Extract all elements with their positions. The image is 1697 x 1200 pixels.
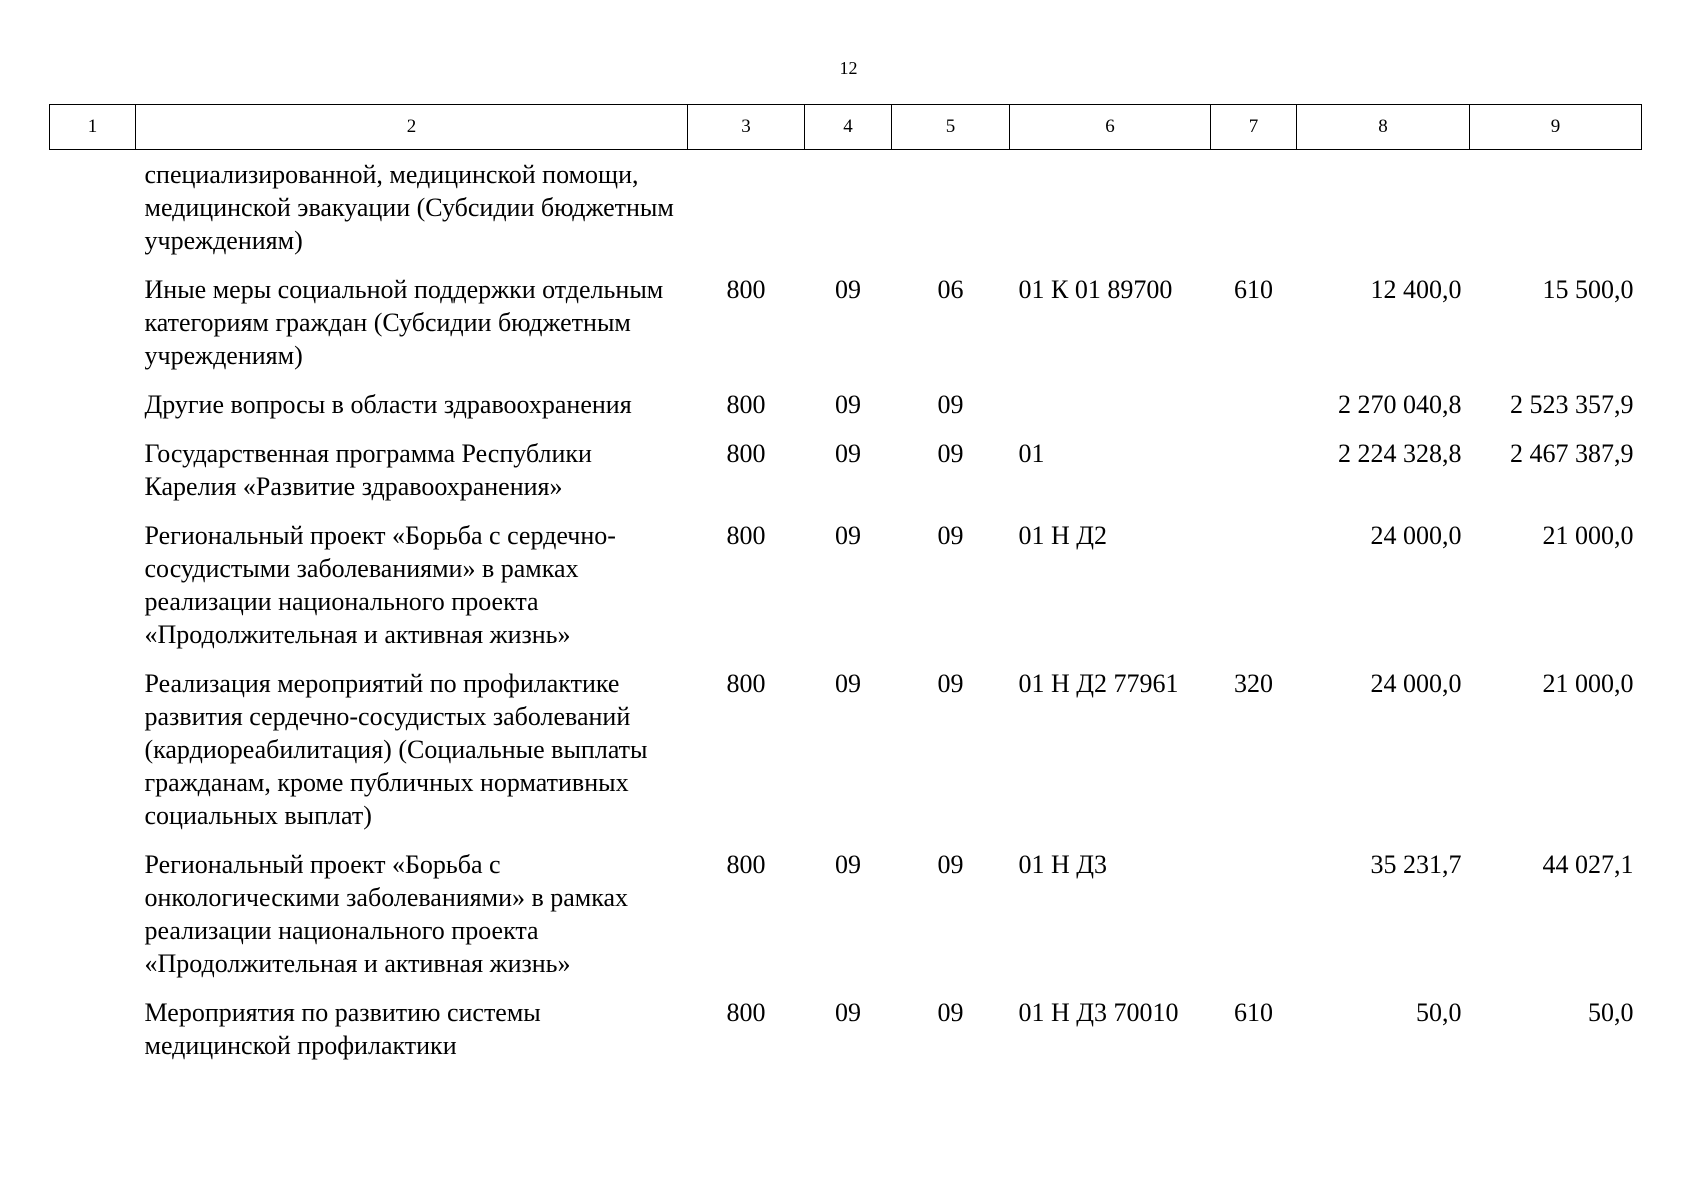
amount-col9 bbox=[1470, 150, 1642, 274]
amount-col9: 21 000,0 bbox=[1542, 521, 1634, 550]
expense-type bbox=[1211, 848, 1297, 996]
amount-col8: 24 000,0 bbox=[1370, 669, 1462, 698]
table-row bbox=[50, 848, 1642, 996]
amount-col9: 2 523 357,9 bbox=[1510, 390, 1634, 419]
column-header: 4 bbox=[805, 105, 892, 150]
empty-cell bbox=[50, 848, 136, 996]
amount-col8: 2 270 040,8 bbox=[1338, 390, 1462, 419]
section-code: 09 bbox=[835, 669, 861, 698]
subsection-code: 09 bbox=[937, 669, 964, 698]
empty-cell bbox=[50, 273, 136, 388]
empty-cell bbox=[50, 437, 136, 519]
empty-cell bbox=[50, 996, 136, 1078]
column-header: 7 bbox=[1211, 105, 1297, 150]
subsection-code: 09 bbox=[937, 439, 964, 468]
section-code: 09 bbox=[835, 390, 861, 419]
empty-cell bbox=[50, 388, 136, 437]
expense-type: 320 bbox=[1234, 669, 1273, 698]
expense-type: 610 bbox=[1234, 998, 1273, 1027]
admin-code: 800 bbox=[726, 998, 766, 1027]
table-row bbox=[50, 388, 1642, 437]
column-header: 2 bbox=[136, 105, 688, 150]
admin-code: 800 bbox=[726, 390, 766, 419]
target-code: 01 К 01 89700 bbox=[1018, 275, 1173, 304]
target-code bbox=[1010, 388, 1211, 437]
column-header: 3 bbox=[688, 105, 805, 150]
subsection-code bbox=[892, 150, 1010, 274]
page-number: 12 bbox=[839, 58, 858, 78]
table-row bbox=[50, 519, 1642, 667]
column-header: 6 bbox=[1010, 105, 1211, 150]
target-code: 01 Н Д2 bbox=[1018, 521, 1108, 550]
target-code: 01 Н Д3 bbox=[1018, 850, 1108, 879]
column-header: 5 bbox=[892, 105, 1010, 150]
admin-code: 800 bbox=[726, 521, 766, 550]
section-code: 09 bbox=[835, 998, 861, 1027]
section-code: 09 bbox=[835, 521, 861, 550]
item-name: Региональный проект «Борьба с онкологическими заболеваниями» в рамках реализации национального проекта «Продолжительная и активная жизнь» bbox=[144, 850, 629, 978]
table-row bbox=[50, 996, 1642, 1078]
admin-code: 800 bbox=[726, 850, 766, 879]
expense-type bbox=[1211, 150, 1297, 274]
table-row bbox=[50, 273, 1642, 388]
column-header: 1 bbox=[50, 105, 136, 150]
amount-col9: 50,0 bbox=[1588, 998, 1634, 1027]
target-code: 01 Н Д3 70010 bbox=[1018, 998, 1179, 1027]
subsection-code: 09 bbox=[937, 390, 964, 419]
section-code: 09 bbox=[835, 850, 861, 879]
expense-type bbox=[1211, 388, 1297, 437]
amount-col9: 15 500,0 bbox=[1542, 275, 1634, 304]
subsection-code: 09 bbox=[937, 998, 964, 1027]
empty-cell bbox=[50, 150, 136, 274]
item-name: Другие вопросы в области здравоохранения bbox=[144, 390, 632, 419]
target-code bbox=[1010, 150, 1211, 274]
item-name: Региональный проект «Борьба с сердечно-сосудистыми заболеваниями» в рамках реализации национального проекта «Продолжительная и активная жизнь» bbox=[144, 521, 616, 649]
table-row bbox=[50, 150, 1642, 274]
amount-col9: 21 000,0 bbox=[1542, 669, 1634, 698]
amount-col8 bbox=[1297, 150, 1470, 274]
column-header: 9 bbox=[1470, 105, 1642, 150]
amount-col9: 44 027,1 bbox=[1542, 850, 1634, 879]
admin-code: 800 bbox=[726, 669, 766, 698]
empty-cell bbox=[50, 667, 136, 848]
subsection-code: 09 bbox=[937, 850, 964, 879]
admin-code bbox=[688, 150, 805, 274]
section-code bbox=[805, 150, 892, 274]
table-row bbox=[50, 437, 1642, 519]
item-name: Мероприятия по развитию системы медицинской профилактики bbox=[144, 998, 541, 1060]
amount-col8: 35 231,7 bbox=[1370, 850, 1462, 879]
admin-code: 800 bbox=[726, 275, 766, 304]
amount-col8: 50,0 bbox=[1416, 998, 1462, 1027]
item-name: специализированной, медицинской помощи, медицинской эвакуации (Субсидии бюджетным учреждениям) bbox=[144, 160, 674, 255]
item-name: Государственная программа Республики Карелия «Развитие здравоохранения» bbox=[144, 439, 592, 501]
amount-col8: 24 000,0 bbox=[1370, 521, 1462, 550]
amount-col8: 12 400,0 bbox=[1370, 275, 1462, 304]
item-name: Иные меры социальной поддержки отдельным категориям граждан (Субсидии бюджетным учреждениям) bbox=[144, 275, 664, 370]
expense-type bbox=[1211, 437, 1297, 519]
empty-cell bbox=[50, 519, 136, 667]
expense-type bbox=[1211, 519, 1297, 667]
admin-code: 800 bbox=[726, 439, 766, 468]
section-code: 09 bbox=[835, 439, 861, 468]
table-row bbox=[50, 667, 1642, 848]
section-code: 09 bbox=[835, 275, 861, 304]
subsection-code: 09 bbox=[937, 521, 964, 550]
item-name: Реализация мероприятий по профилактике развития сердечно-сосудистых заболеваний (кардиореабилитация) (Социальные выплаты гражданам, кроме публичных нормативных социальных выплат) bbox=[144, 669, 648, 830]
column-header: 8 bbox=[1297, 105, 1470, 150]
expense-type: 610 bbox=[1234, 275, 1273, 304]
target-code: 01 bbox=[1018, 439, 1045, 468]
target-code: 01 Н Д2 77961 bbox=[1018, 669, 1179, 698]
subsection-code: 06 bbox=[937, 275, 964, 304]
budget-table bbox=[49, 104, 1642, 1078]
amount-col9: 2 467 387,9 bbox=[1510, 439, 1634, 468]
amount-col8: 2 224 328,8 bbox=[1338, 439, 1462, 468]
column-number-header bbox=[50, 105, 1642, 150]
